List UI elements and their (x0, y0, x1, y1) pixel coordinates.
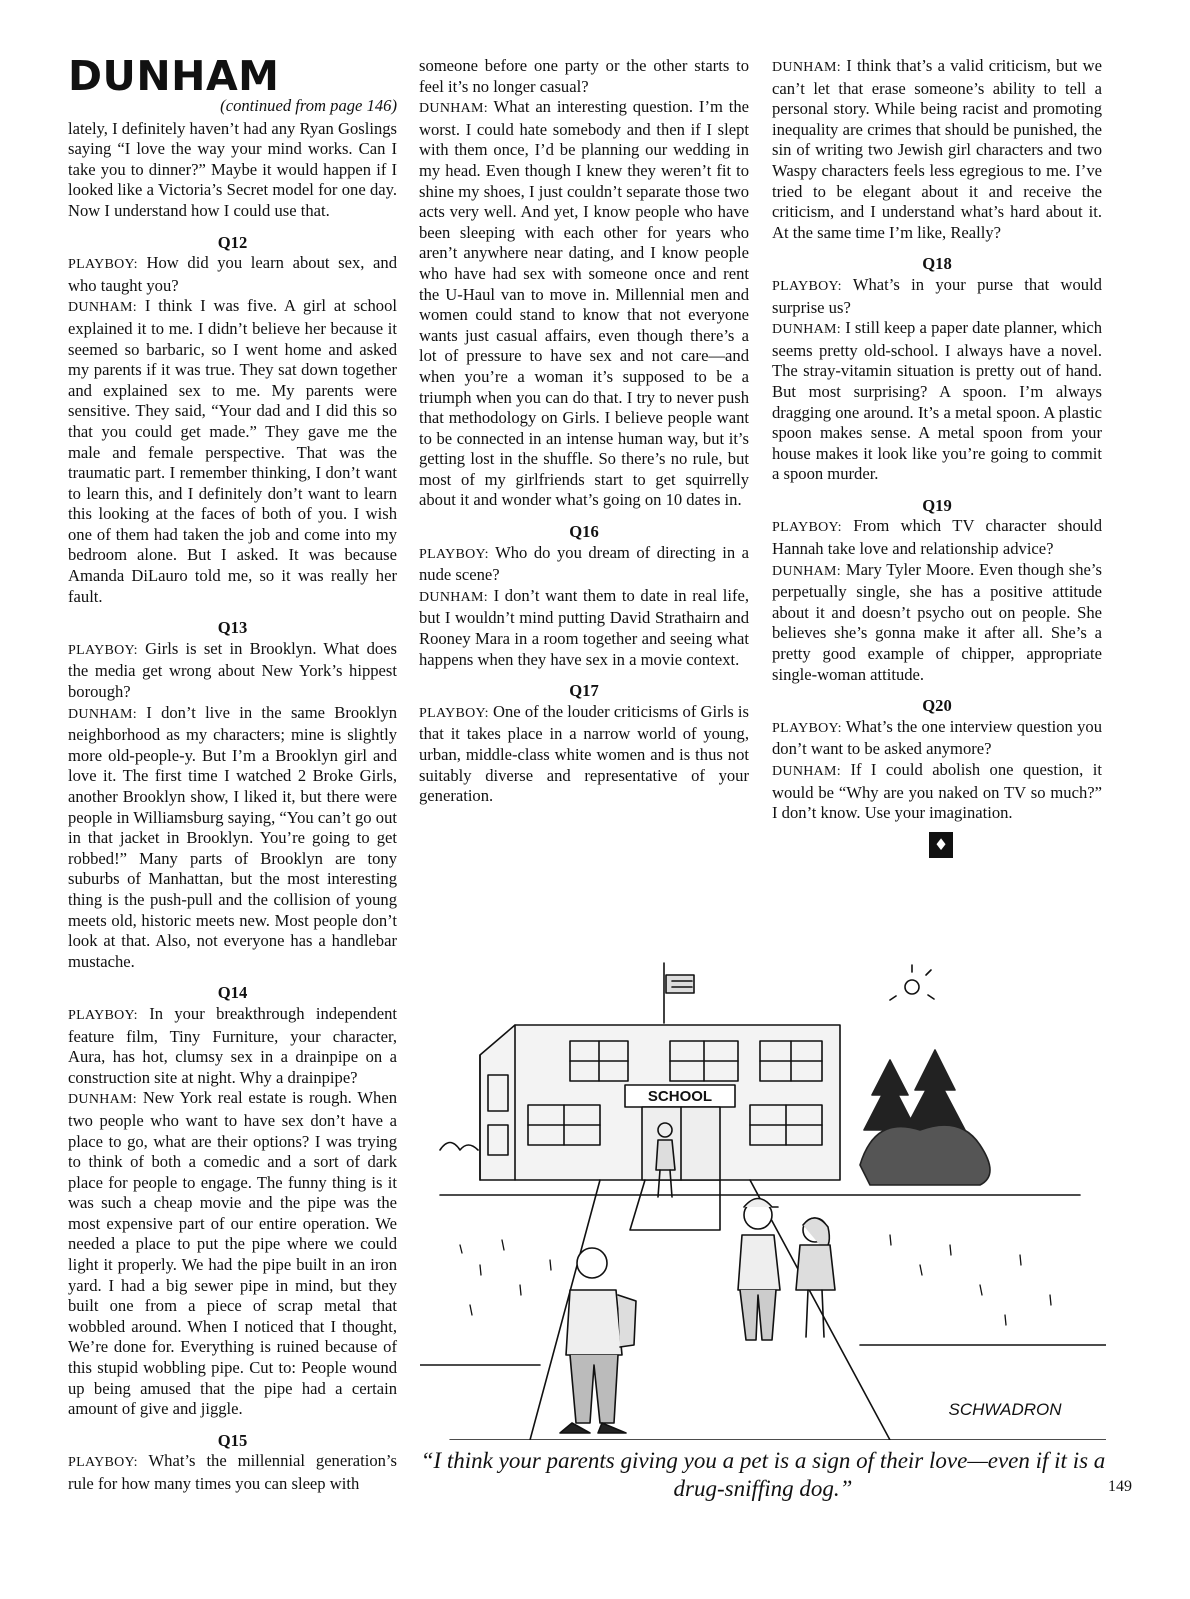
playboy-label: PLAYBOY: (772, 520, 842, 536)
artist-signature: SCHWADRON (948, 1400, 1062, 1419)
answer-q19: DUNHAM: Mary Tyler Moore. Even though she’s perpetually single, she has a positive attitude about it and doesn’t psycho out on people. She believes she’s gonna make it after all. She’s a pretty good example of chipper, appropriate single-woman attitude. (772, 559, 1102, 684)
playboy-label: PLAYBOY: (419, 546, 489, 562)
playboy-label: PLAYBOY: (68, 1007, 138, 1023)
answer-q15: DUNHAM: What an interesting question. I’m the worst. I could hate somebody and then if I slept with them once, I’d be planning our wedding in my head. Even though I knew they weren’t fit to shine my shoes, I just couldn’t separate those two acts very well. And yet, I know people who have been sleeping with each other for years who aren’t anywhere near dating, and I know people who have had sex with someone once and rent the U-Haul van to move in. Millennial men and women could stand to know that not everyone wants just casual affairs, even though there’s a lot of pressure to have sex and not care—and when you’re a woman it’s supposed to be a triumph when you can do that. I try to never push that methodology on Girls. I believe people want to be connected in an intense human way, but it’s getting lost in the shuffle. So there’s no rule, but most of my girlfriends start to get squirrelly about it and wonder what’s going on 10 dates in. (419, 97, 749, 510)
question-q15: PLAYBOY: What’s the millennial generation’s rule for how many times you can sleep with (68, 1451, 397, 1493)
question-q13: PLAYBOY: Girls is set in Brooklyn. What does the media get wrong about New York’s hippest borough? (68, 638, 398, 702)
answer-q20: DUNHAM: If I could abolish one question, it would be “Why are you naked on TV so much?” I don’t know. Use your imagination. (772, 760, 1102, 823)
playboy-label: PLAYBOY: (68, 1455, 138, 1471)
question-q18: PLAYBOY: What’s in your purse that would surprise us? (772, 274, 1102, 317)
answer-q14: DUNHAM: New York real estate is rough. When two people who want to have sex don’t have a place to go, what are their options? I was trying to think of both a comedic and a sort of dark place for people to engage. The funny thing is it was such a cheap movie and the pipe was the most expensive part of our entire operation. We needed a place to put the pipe where we could light it properly. We had the pipe built in an iron yard. I had a big sewer pipe in mind, but they built one from a piece of scrap metal that wobbled around. When I noticed that I thought, We’re done for. Everything is ruined because of this stupid wobbling pipe. Cut to: People wound up being amused that the pipe had a certain amount of give and jiggle. (68, 1088, 397, 1419)
figure-girl (796, 1218, 835, 1337)
answer-q16: DUNHAM: I don’t want them to date in real life, but I wouldn’t mind putting David Strathairn and Rooney Mara in a room together and seeing what happens when they have sex in a movie context. (419, 585, 749, 669)
question-heading-q20: Q20 (922, 696, 952, 716)
dunham-label: DUNHAM: (772, 60, 841, 75)
answer-q17: DUNHAM: I think that’s a valid criticism, but we can’t let that erase someone’s ability to tell a personal story. While being racist and promoting inequality are crimes that should be punished, the sin of writing two Jewish girl characters and two Waspy characters feels less egregious to me. I’ve tried to be elegant about it and receive the criticism, and I understand what’s hard about it. At the same time I’m like, Really? (772, 56, 1102, 242)
question-heading-q15: Q15 (217, 1430, 248, 1450)
answer-q18: DUNHAM: I still keep a paper date planner, which seems pretty old-school. I always have a novel. The stray-vitamin situation is pretty out of hand. But most surprising? A spoon. I’m always dragging one around. It’s a metal spoon. A plastic spoon makes sense. A metal spoon from your house makes it look like you’re going to commit a spoon murder. (772, 318, 1102, 484)
column-1 (68, 52, 398, 1495)
section-title: DUNHAM (68, 52, 280, 100)
dunham-label: DUNHAM: (772, 563, 841, 579)
dunham-label: DUNHAM: (68, 706, 137, 722)
dunham-label: DUNHAM: (772, 764, 841, 779)
question-heading-q17: Q17 (569, 681, 599, 701)
dunham-label: DUNHAM: (419, 101, 488, 117)
page-number: 149 (1108, 1478, 1132, 1495)
dunham-label: DUNHAM: (772, 322, 841, 338)
question-q20: PLAYBOY: What’s the one interview question you don’t want to be asked anymore? (772, 716, 1102, 759)
question-q14: PLAYBOY: In your breakthrough independent feature film, Tiny Furniture, your character, Aura, has hot, clumsy sex in a drainpipe on a construction site at night. Why a drainpipe? (68, 1003, 397, 1087)
dunham-label: DUNHAM: (68, 300, 137, 316)
playboy-label: PLAYBOY: (772, 720, 842, 736)
question-q19: PLAYBOY: From which TV character should Hannah take love and relationship advice? (772, 516, 1102, 559)
column-3 (772, 56, 1102, 858)
cartoon-caption: “I think your parents giving you a pet is a sign of their love—even if it is a drug-sniffing dog.” (420, 1448, 1106, 1501)
playboy-label: PLAYBOY: (772, 278, 842, 294)
question-q17: PLAYBOY: One of the louder criticisms of Girls is that it takes place in a narrow world of young, urban, middle-class white women and is thus not suitably diverse and representative of your generation. (419, 701, 749, 806)
cartoon-illustration (420, 945, 1106, 1440)
question-heading-q19: Q19 (922, 495, 952, 515)
column-2 (419, 56, 749, 807)
question-heading-q16: Q16 (569, 522, 599, 542)
question-heading-q13: Q13 (217, 618, 248, 638)
sun-icon (890, 965, 934, 1000)
question-heading-q18: Q18 (922, 254, 952, 274)
dunham-label: DUNHAM: (419, 589, 488, 605)
playboy-bunny-icon: ♦ (929, 832, 953, 858)
school-sign: SCHOOL (647, 1088, 713, 1105)
question-heading-q14: Q14 (217, 983, 248, 1003)
playboy-label: PLAYBOY: (419, 705, 489, 721)
question-q12: PLAYBOY: How did you learn about sex, and who taught you? (68, 253, 397, 295)
dunham-label: DUNHAM: (68, 1092, 137, 1108)
question-q16: PLAYBOY: Who do you dream of directing in a nude scene? (419, 542, 750, 585)
playboy-label: PLAYBOY: (68, 257, 138, 273)
pine-trees (860, 1050, 990, 1185)
figure-boy-foreground (560, 1248, 636, 1433)
playboy-label: PLAYBOY: (68, 642, 138, 658)
intro-paragraph: lately, I definitely haven’t had any Ryan Goslings saying “I love the way your mind works. Can I take you to dinner?” Maybe it would happen if I looked like a Victoria’s Secret model for one day. Now I understand how I could use that. (68, 118, 397, 220)
question-q15-continued: someone before one party or the other starts to feel it’s no longer casual? (419, 56, 749, 96)
question-heading-q12: Q12 (217, 232, 248, 252)
continued-note: (continued from page 146) (220, 96, 397, 115)
answer-q13: DUNHAM: I don’t live in the same Brooklyn neighborhood as my characters; mine is slightly more old-people-y. But I’m a Brooklyn girl and love it. The first time I watched 2 Broke Girls, another Brooklyn show, I liked it, but there were people in Williamsburg saying, “You can’t go out in that jacket in Brooklyn. You’re going to get robbed!” Many parts of Brooklyn are tony suburbs of Manhattan, but the most interesting thing is the push-pull and the collision of young meets old, historic meets new. Most people don’t look at that. Also, not everyone has a handlebar mustache. (68, 702, 397, 971)
bushes (440, 1143, 478, 1151)
answer-q12: DUNHAM: I think I was five. A girl at school explained it to me. I didn’t believe her because it seemed so barbaric, so I went home and asked my parents if it was true. They sat down together and explained sex to me. My parents were sensitive. They said, “Your dad and I did this so that you could get made.” They gave me the male and female perspective. That was the traumatic part. I remember thinking, I don’t want to learn this, and I definitely don’t want to learn this looking at the faces of both of you. I wish one of them had taken the job and come into my bedroom alone. But I asked. It was because Amanda DiLauro told me, so it was really her fault. (68, 296, 397, 606)
figure-boy-with-cap (738, 1199, 780, 1341)
flag-icon (664, 963, 694, 1023)
